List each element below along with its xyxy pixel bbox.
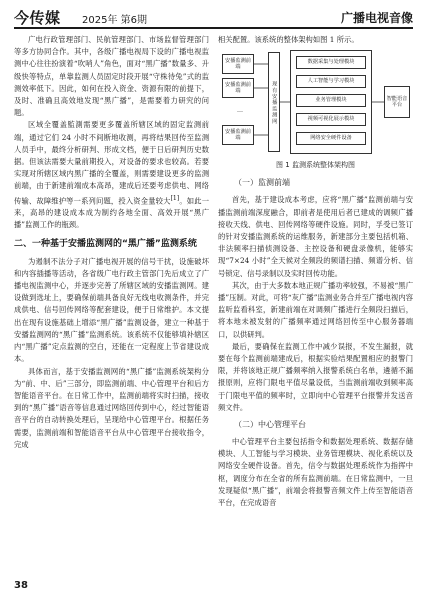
section-heading: 二、一种基于安播监测网的“黑广播”监测系统	[14, 238, 197, 249]
module-box: 网络安全硬件设备	[296, 132, 366, 145]
module-box: 人工智能与学习模块	[296, 75, 366, 88]
svg-text:…: …	[237, 107, 243, 115]
monitoring-site-box: 安播监测前端	[222, 125, 254, 145]
right-column	[218, 34, 413, 509]
subsection-heading	[234, 419, 413, 431]
issue-label: 2025年 第6期	[82, 15, 147, 26]
header-rule	[14, 27, 413, 29]
monitoring-site-box: 安播监测前端	[222, 54, 254, 74]
paragraph: 广电行政管理部门、民航管理部门、市场监督管理部门等多方协同合作。其中，各级广播电视局下设的广播电视监测中心往往扮演着“吹哨人”角色，面对“黑广播”数量多、升级快等特点，单靠监测人员固定时段开展“守株待兔”式的监测效率低下。因此，如何在投入资金、资源有限的前提下，及时、准确且高效地发现“黑广播”，是需要着力研究的问题。	[14, 35, 209, 118]
subsection-heading-text: （一）监测前端	[234, 178, 290, 188]
paragraph: 中心管理平台主要包括指令和数据处理系统、数据存储模块、人工智能与学习模块、业务管理模块、视化系统以及网络安全硬件设备。首先，信令与数据处理系统作为指挥中枢，调度分布在全省的所有监测前端。在日常监测中，一旦发现疑似“黑广播”，前端会将报警音频文件上传至智能语音平台，在完成语音	[218, 437, 413, 508]
paragraph: 相关配置。该系统的整体架构如图 1 所示。	[218, 35, 359, 44]
left-column	[14, 34, 209, 451]
subsection-heading-text: （二）中心管理平台	[234, 420, 306, 430]
figure-caption: 图 1 监测系统整体架构图	[276, 161, 355, 170]
page-number: 38	[14, 580, 28, 591]
running-header	[14, 7, 413, 25]
subsection-heading	[234, 177, 413, 189]
section-label: 广播电视音像	[340, 11, 413, 25]
voice-platform-box: 智能语音平台	[384, 86, 410, 118]
journal-brand: 今传媒	[14, 9, 61, 27]
paragraph: 其次，由于大多数本地正规广播功率较强，不易被“黑广播”压制。对此，可将“灰广播”监测业务合并至广播电视内容监听监看科室，新建前端在对调频广播进行全频段扫描后，将本地未被发射的广播频率通过网络回传至中心服务器端口，以供研判。	[218, 280, 413, 339]
network-box: 现有安播监测网	[268, 52, 280, 152]
architecture-figure	[218, 48, 413, 156]
module-box: 业务管理模块	[296, 94, 366, 107]
module-box: 视频可视化展示模块	[296, 113, 366, 126]
module-box: 数据采集与处理模块	[296, 56, 366, 69]
paragraph: 最后，要确保在监测工作中减少误报，不发生漏报，就要在每个监测前端建成后，根据实验结果配置相应的报警门限，并将该地正规广播频率纳入报警系统白名单，遴循不漏报原则，应将门限电平值尽量设低，当监测前端收到频率高于门限电平值的频率时，立即向中心管理平台报警并发送音频文件。	[218, 341, 413, 412]
paragraph: 首先，基于建设成本考虑，应将“黑广播”监测前端与安播监测前端深度融合，即前者是使用后者已建成的调频广播接收天线、供电、回传网络等硬件设施。同时，孚受已签订的针对安播监测系统的运维服务，新建部分主要包括机箱、非法频率扫描侦测设备、主控设备和硬盘录像机，能够实现“7×24 小时”全天候对全频段的频谱扫描、频谱分析、信号锁定、信号录制以及实时回传功能。	[218, 195, 413, 278]
monitoring-site-box: 安播监测前端	[222, 78, 254, 98]
paragraph: 具体而言，基于安播监测网的“黑广播”监测系统架构分为“前、中、后”三部分，即监测前端、中心管理平台和后方智能语音平台。在日常工作中，监测前端将实时扫描，接收到的“黑广播”语音等信息通过网络回传到中心，经过智能语音平台的自动转换处理后，呈现给中心管理平台。根据任务需要，监测前端和智能语音平台从中心管理平台接收指令，完成	[14, 366, 209, 449]
paragraph: 为遏制不法分子对广播电视开展的信号干扰，设施破坏和内容插播等活动，各省级广电行政主管部门先后成立了广播电视监测中心，并逐步完善了所辖区域的安播监测网。建设做到选址上，要确保前端具备良好无线电收测条件，并完成供电、信号回传网络等配套建设，便于日常维护。本文提出在现有设施基础上增添“黑广播”监测设备，建立一种基于安播监测网的“黑广播”监测系统。该系统不仅能够填补辖区内“黑广播”定点监测的空白，还能在一定程度上节省建设成本。	[14, 256, 209, 364]
paragraph: 区域全覆盖監測需要更多覆盖所辖区域的固定监测前端，通过它们 24 小时不间断地收测，再将结果回传至监测人员手中，最终分析研判、形成文档，便于日后研判历史数据。但该法需要大量前期投入，对设备的要求也较高。若要实现对所辖区域内黑广播的全覆盖，则需要建设更多的监测前端，由于新建前端成本高昂，建成后还要考虑供电、网络传输、故障维护等一系列问题，投入资金量较大[1]。如此一来，高昂的建设成本成为制约各地全面、高效开展“黑广播”监测工作的瓶颈。	[14, 120, 210, 230]
